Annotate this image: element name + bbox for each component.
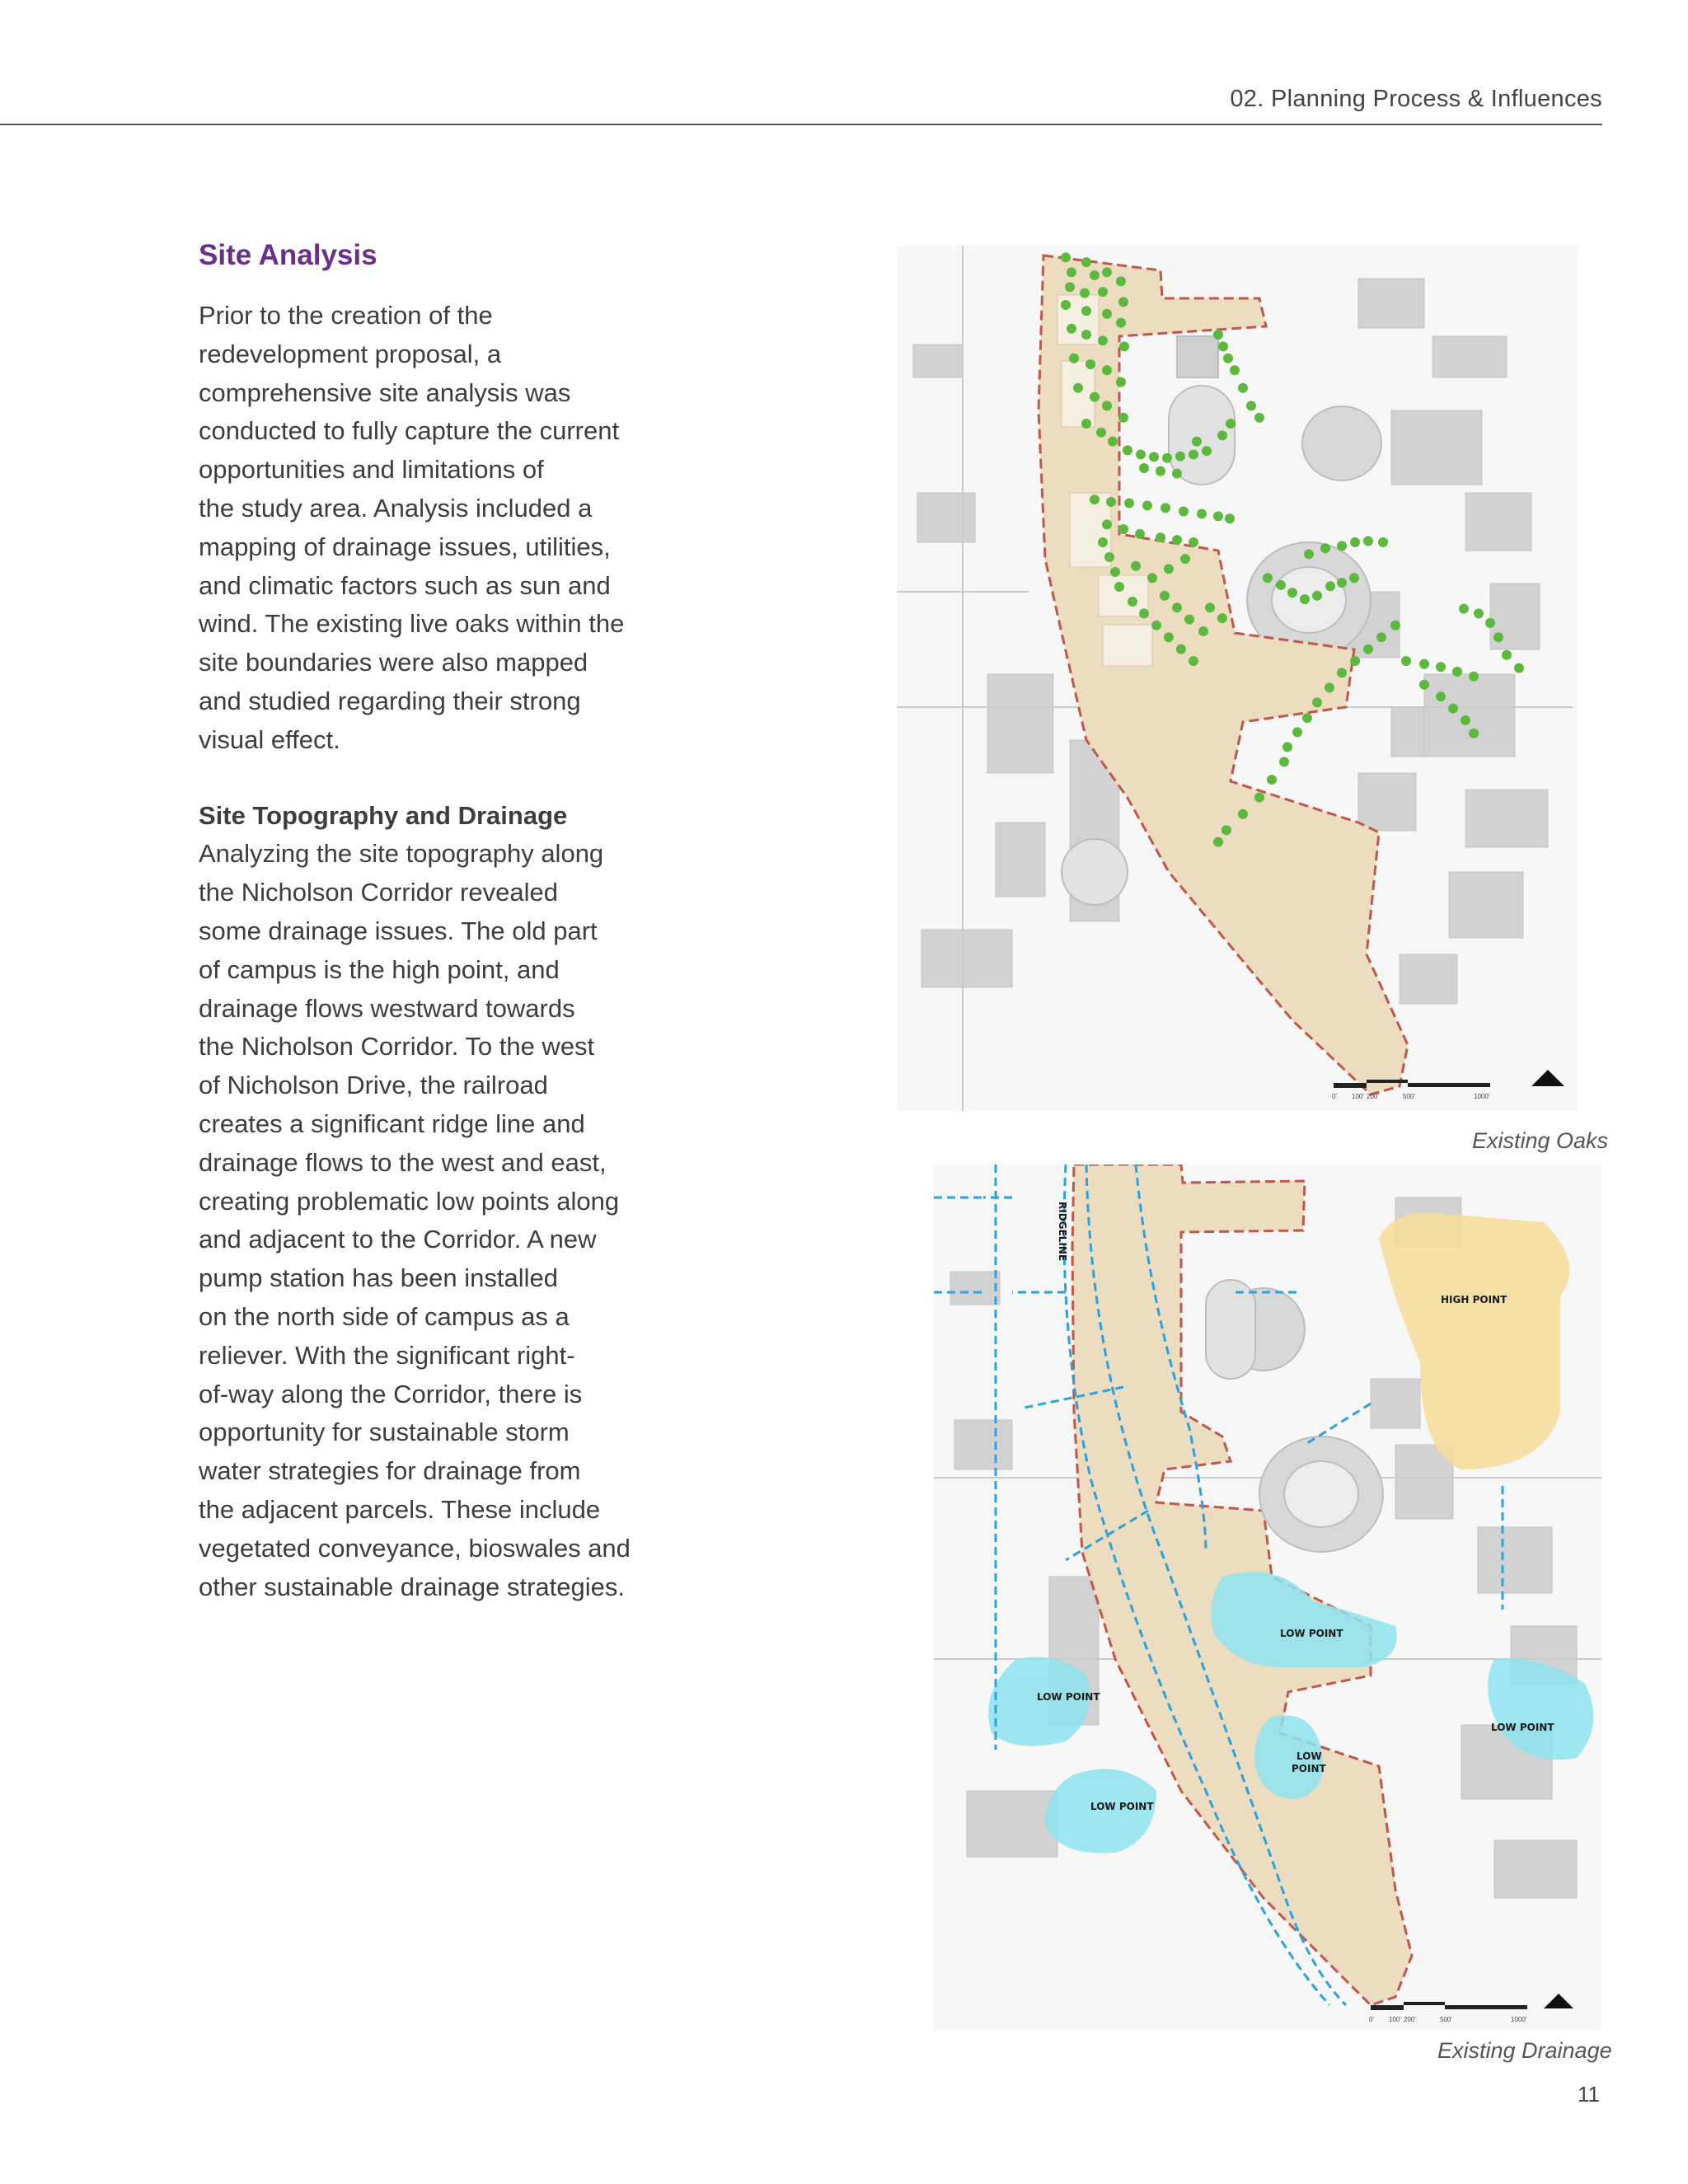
oak-tree-dot: [1419, 659, 1429, 669]
oak-tree-dot: [1363, 644, 1373, 654]
oak-tree-dot: [1448, 704, 1458, 714]
oak-tree-dot: [1337, 578, 1347, 588]
oak-tree-dot: [1226, 419, 1236, 429]
oak-tree-dot: [1202, 446, 1212, 456]
oak-tree-dot: [1136, 449, 1146, 459]
oak-tree-dot: [1349, 573, 1359, 583]
existing-drainage-map: [934, 1165, 1601, 2030]
oak-tree-dot: [1263, 573, 1273, 583]
ridgeline-label: RIDGELINE: [1057, 1202, 1068, 1262]
oak-tree-dot: [1198, 626, 1208, 636]
site-analysis-heading: Site Analysis: [199, 239, 377, 271]
drainage-scale-label-200: 200': [1404, 2016, 1416, 2023]
oak-tree-dot: [1119, 341, 1129, 351]
oak-tree-dot: [1225, 513, 1235, 523]
oak-tree-dot: [1096, 428, 1106, 438]
oak-tree-dot: [1320, 543, 1330, 553]
oak-tree-dot: [1312, 591, 1322, 601]
oak-tree-dot: [1180, 554, 1190, 564]
oak-tree-dot: [1098, 335, 1108, 345]
oak-tree-dot: [1102, 401, 1112, 410]
oak-tree-dot: [1175, 452, 1185, 462]
oak-tree-dot: [1179, 507, 1189, 517]
oak-tree-dot: [1325, 682, 1334, 692]
oak-tree-dot: [1160, 503, 1170, 513]
oaks-scale-label-1000: 1000': [1474, 1093, 1490, 1100]
oak-tree-dot: [1254, 793, 1264, 803]
oak-tree-dot: [1337, 668, 1347, 677]
oak-tree-dot: [1108, 437, 1118, 447]
topography-heading: Site Topography and Drainage: [199, 800, 568, 830]
oak-tree-dot: [1189, 537, 1198, 547]
topography-paragraph: Analyzing the site topography along the Nicholson Corridor revealed some drainage issues. The old part of campus is the high point, and drainage flows westward towards the Nicholson Corridor. To the west of Nicholson Drive, the railroad creates a significant ridge line and drainage flows to the west and east, creating problematic low points along and adjacent to the Corridor. A new pump station has been installed on the north side of campus as a reliever. With the significant right- of-way along the Corridor, there is opportunity for sustainable storm water strategies for drainage from the adjacent parcels. These include vegetated conveyance, bioswales and other sustainable drainage strategies.: [199, 839, 631, 1601]
oak-tree-dot: [1118, 413, 1128, 423]
oak-tree-dot: [1090, 270, 1100, 280]
oak-tree-dot: [1172, 602, 1182, 612]
drainage-scale-label-0: 0': [1369, 2016, 1374, 2023]
oak-tree-dot: [1205, 602, 1215, 612]
oak-tree-dot: [1098, 537, 1108, 547]
oak-tree-dot: [1279, 757, 1289, 766]
oak-tree-dot: [1176, 644, 1186, 654]
oak-tree-dot: [1080, 288, 1090, 298]
oak-tree-dot: [1061, 252, 1071, 262]
low-point-label-south-line2: POINT: [1292, 1763, 1326, 1774]
oak-tree-dot: [1276, 580, 1286, 590]
oak-tree-dot: [1452, 667, 1462, 677]
oak-tree-dot: [1151, 621, 1161, 630]
oak-tree-dot: [1363, 537, 1373, 546]
oaks-caption: Existing Oaks: [1472, 1128, 1609, 1153]
low-point-label-south-line1: LOW: [1296, 1750, 1322, 1762]
oak-tree-dot: [1474, 608, 1484, 618]
oak-tree-dot: [1493, 632, 1503, 642]
oak-tree-dot: [1213, 511, 1223, 521]
oak-tree-dot: [1217, 430, 1227, 440]
oak-tree-dot: [1461, 715, 1470, 725]
oak-tree-dot: [1419, 680, 1429, 690]
low-point-label-west: LOW POINT: [1037, 1691, 1100, 1703]
header-rule: [0, 124, 1602, 125]
oak-tree-dot: [1287, 588, 1297, 598]
oak-tree-dot: [1164, 564, 1174, 574]
oak-tree-dot: [1401, 656, 1411, 666]
oaks-scale-label-100: 100': [1352, 1093, 1364, 1100]
oak-tree-dot: [1102, 267, 1112, 277]
drainage-scale-label-100: 100': [1389, 2016, 1401, 2023]
oak-tree-dot: [1218, 341, 1228, 351]
oak-tree-dot: [1238, 383, 1248, 393]
oak-tree-dot: [1135, 529, 1145, 539]
oak-tree-dot: [1061, 300, 1071, 310]
oak-tree-dot: [1246, 401, 1256, 410]
oak-tree-dot: [1189, 449, 1198, 459]
oak-tree-dot: [1090, 392, 1100, 402]
oak-tree-dot: [1302, 713, 1312, 723]
oak-tree-dot: [1098, 287, 1108, 297]
oak-tree-dot: [1147, 573, 1157, 583]
oak-tree-dot: [1160, 591, 1170, 601]
oak-tree-dot: [1104, 552, 1114, 562]
oak-tree-dot: [1110, 567, 1120, 577]
drainage-scale-label-1000: 1000': [1511, 2016, 1527, 2023]
oak-tree-dot: [1282, 742, 1292, 752]
oak-tree-dot: [1069, 354, 1079, 363]
oaks-scale-label-200: 200': [1367, 1093, 1379, 1100]
oak-tree-dot: [1172, 468, 1182, 478]
oak-tree-dot: [1436, 691, 1446, 701]
oak-tree-dot: [1102, 309, 1112, 319]
oak-tree-dot: [1106, 497, 1116, 507]
oaks-scale-label-0: 0': [1332, 1093, 1337, 1100]
oak-tree-dot: [1238, 809, 1248, 819]
oak-tree-dot: [1184, 615, 1194, 625]
drainage-caption: Existing Drainage: [1437, 2038, 1612, 2063]
oak-tree-dot: [1164, 632, 1174, 642]
oak-tree-dot: [1067, 267, 1076, 277]
oak-tree-dot: [1514, 663, 1524, 673]
oak-tree-dot: [1378, 537, 1388, 547]
oak-tree-dot: [1350, 656, 1360, 666]
oak-tree-dot: [1172, 535, 1182, 545]
high-point-label: HIGH POINT: [1441, 1294, 1507, 1305]
oak-tree-dot: [1156, 532, 1165, 542]
oak-tree-dot: [1436, 662, 1446, 672]
oak-tree-dot: [1469, 729, 1479, 738]
oak-tree-dot: [1102, 365, 1112, 375]
oak-tree-dot: [1114, 582, 1124, 592]
section-header-title: 02. Planning Process & Influences: [1230, 86, 1602, 112]
oak-tree-dot: [1189, 656, 1198, 666]
oak-tree-dot: [1116, 276, 1126, 286]
oak-tree-dot: [1304, 549, 1314, 559]
oak-tree-dot: [1081, 306, 1091, 316]
oak-tree-dot: [1142, 500, 1152, 510]
oak-tree-dot: [1502, 650, 1512, 660]
oak-tree-dot: [1197, 509, 1207, 518]
oak-tree-dot: [1325, 581, 1335, 591]
oak-tree-dot: [1485, 618, 1495, 628]
oak-tree-dot: [1081, 330, 1091, 340]
site-analysis-paragraph: Prior to the creation of the redevelopment proposal, a comprehensive site analysis was conducted to fully capture the current opportunities and limitations of the study area. Analysis included a mapping of drainage issues, utilities, and climatic factors such as sun and wind. The existing live oaks within the site boundaries were also mapped and studied regarding their strong visual effect.: [199, 301, 625, 754]
text-column: [199, 239, 668, 1606]
oak-tree-dot: [1223, 354, 1233, 363]
oak-tree-dot: [1073, 383, 1083, 393]
drainage-scale-label-500: 500': [1440, 2016, 1452, 2023]
oak-tree-dot: [1350, 537, 1360, 547]
oak-tree-dot: [1085, 359, 1095, 369]
oak-tree-dot: [1376, 632, 1386, 642]
oak-tree-dot: [1139, 463, 1149, 473]
oak-tree-dot: [1102, 519, 1112, 529]
oak-tree-dot: [1254, 413, 1264, 423]
oak-tree-dot: [1213, 837, 1223, 847]
oak-tree-dot: [1213, 330, 1223, 340]
oak-tree-dot: [1267, 775, 1277, 785]
oak-tree-dot: [1149, 452, 1159, 462]
oak-tree-dot: [1067, 324, 1076, 334]
oak-tree-dot: [1300, 594, 1310, 604]
oak-tree-dot: [1116, 318, 1126, 328]
oak-tree-dot: [1156, 466, 1165, 476]
existing-oaks-map: [897, 246, 1578, 1111]
oak-tree-dot: [1390, 621, 1400, 630]
oak-tree-dot: [1118, 524, 1128, 534]
oak-tree-dot: [1221, 825, 1231, 835]
oak-tree-dot: [1116, 377, 1126, 387]
oak-tree-dot: [1217, 613, 1227, 623]
oak-tree-dot: [1124, 498, 1134, 508]
oak-tree-dot: [1081, 419, 1091, 429]
low-point-label-southwest: LOW POINT: [1090, 1801, 1154, 1812]
oak-tree-dot: [1162, 453, 1172, 463]
oak-tree-dot: [1081, 257, 1091, 267]
oak-tree-dot: [1118, 297, 1128, 307]
oak-tree-dot: [1128, 597, 1137, 607]
oak-tree-dot: [1192, 437, 1202, 447]
oak-tree-dot: [1230, 365, 1240, 375]
oak-tree-dot: [1337, 541, 1347, 551]
page-number: 11: [1578, 2082, 1600, 2107]
oak-tree-dot: [1469, 672, 1479, 682]
oak-tree-dot: [1459, 604, 1469, 614]
oak-tree-dot: [1139, 608, 1149, 618]
oak-tree-dot: [1090, 494, 1100, 504]
low-point-label-east: LOW POINT: [1491, 1722, 1554, 1733]
oak-tree-dot: [1312, 697, 1322, 707]
low-point-label-center: LOW POINT: [1280, 1628, 1343, 1639]
oak-tree-dot: [1065, 282, 1075, 292]
oak-tree-dot: [1131, 561, 1141, 571]
oak-tree-dot: [1292, 727, 1302, 737]
oak-tree-dot: [1123, 445, 1132, 455]
oaks-scale-label-500: 500': [1403, 1093, 1415, 1100]
